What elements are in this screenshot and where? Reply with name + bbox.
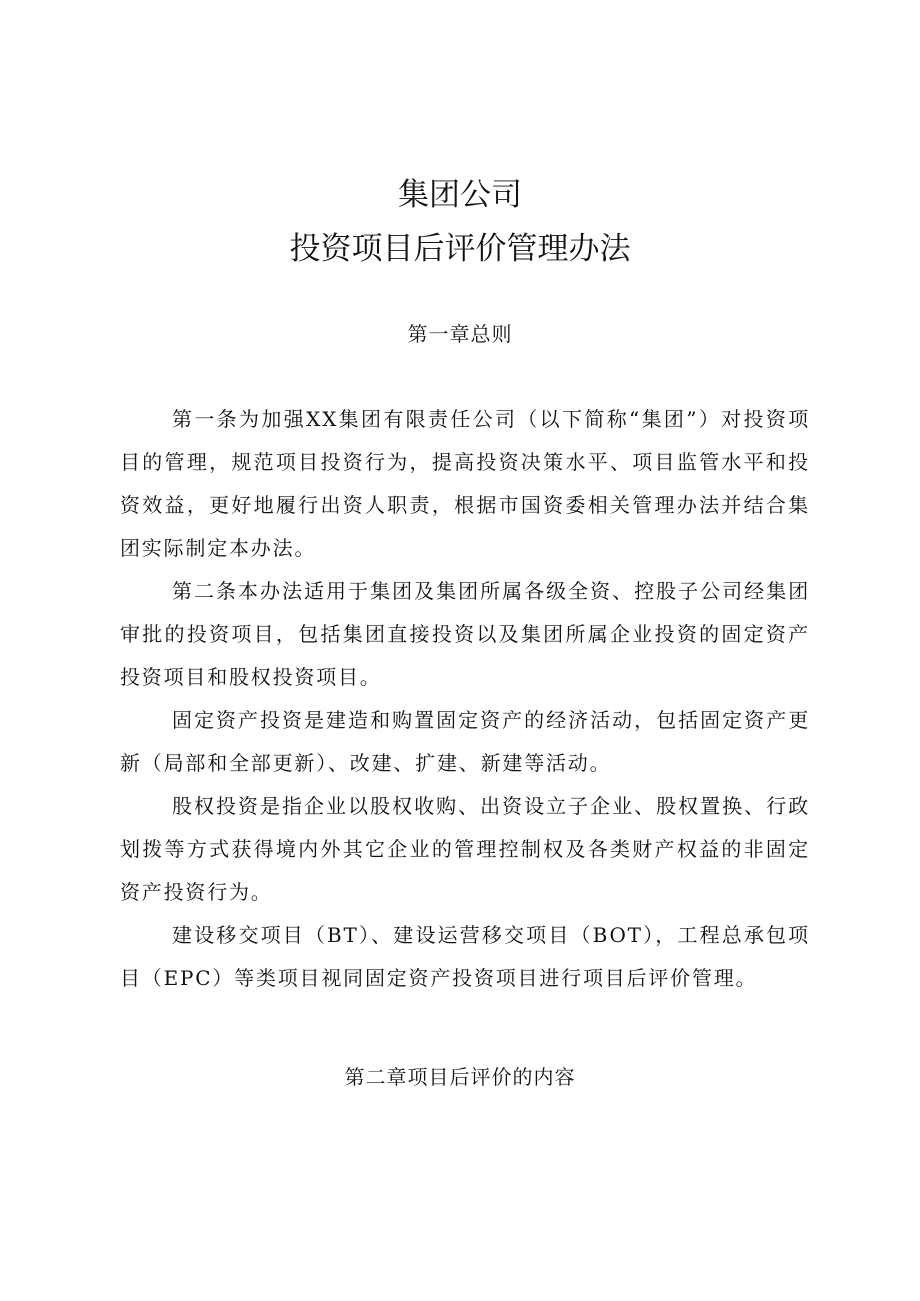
article-2-paragraph: 第二条本办法适用于集团及集团所属各级全资、控股子公司经集团审批的投资项目，包括集团直接投资以及集团所属企业投资的固定资产投资项目和股权投资项目。 <box>120 579 810 689</box>
bt-bot-epc-paragraph: 建设移交项目（BT）、建设运营移交项目（BOT），工程总承包项目（EPC）等类项目视同固定资产投资项目进行项目后评价管理。 <box>120 923 810 990</box>
chapter-1-heading: 第一章总则 <box>407 322 513 346</box>
document-title-line-1: 集团公司 <box>398 177 522 213</box>
chapter-2-heading: 第二章项目后评价的内容 <box>344 1065 576 1089</box>
article-1-paragraph: 第一条为加强XX集团有限责任公司（以下简称“集团”）对投资项目的管理，规范项目投资行为，提高投资决策水平、项目监管水平和投资效益，更好地履行出资人职责，根据市国资委相关管理办法并结合集团实际制定本办法。 <box>120 407 810 560</box>
equity-investment-paragraph: 股权投资是指企业以股权收购、出资设立子企业、股权置换、行政划拨等方式获得境内外其它企业的管理控制权及各类财产权益的非固定资产投资行为。 <box>120 794 810 904</box>
fixed-asset-investment-paragraph: 固定资产投资是建造和购置固定资产的经济活动，包括固定资产更新（局部和全部更新）、改建、扩建、新建等活动。 <box>120 708 810 775</box>
document-title-line-2: 投资项目后评价管理办法 <box>289 231 631 267</box>
